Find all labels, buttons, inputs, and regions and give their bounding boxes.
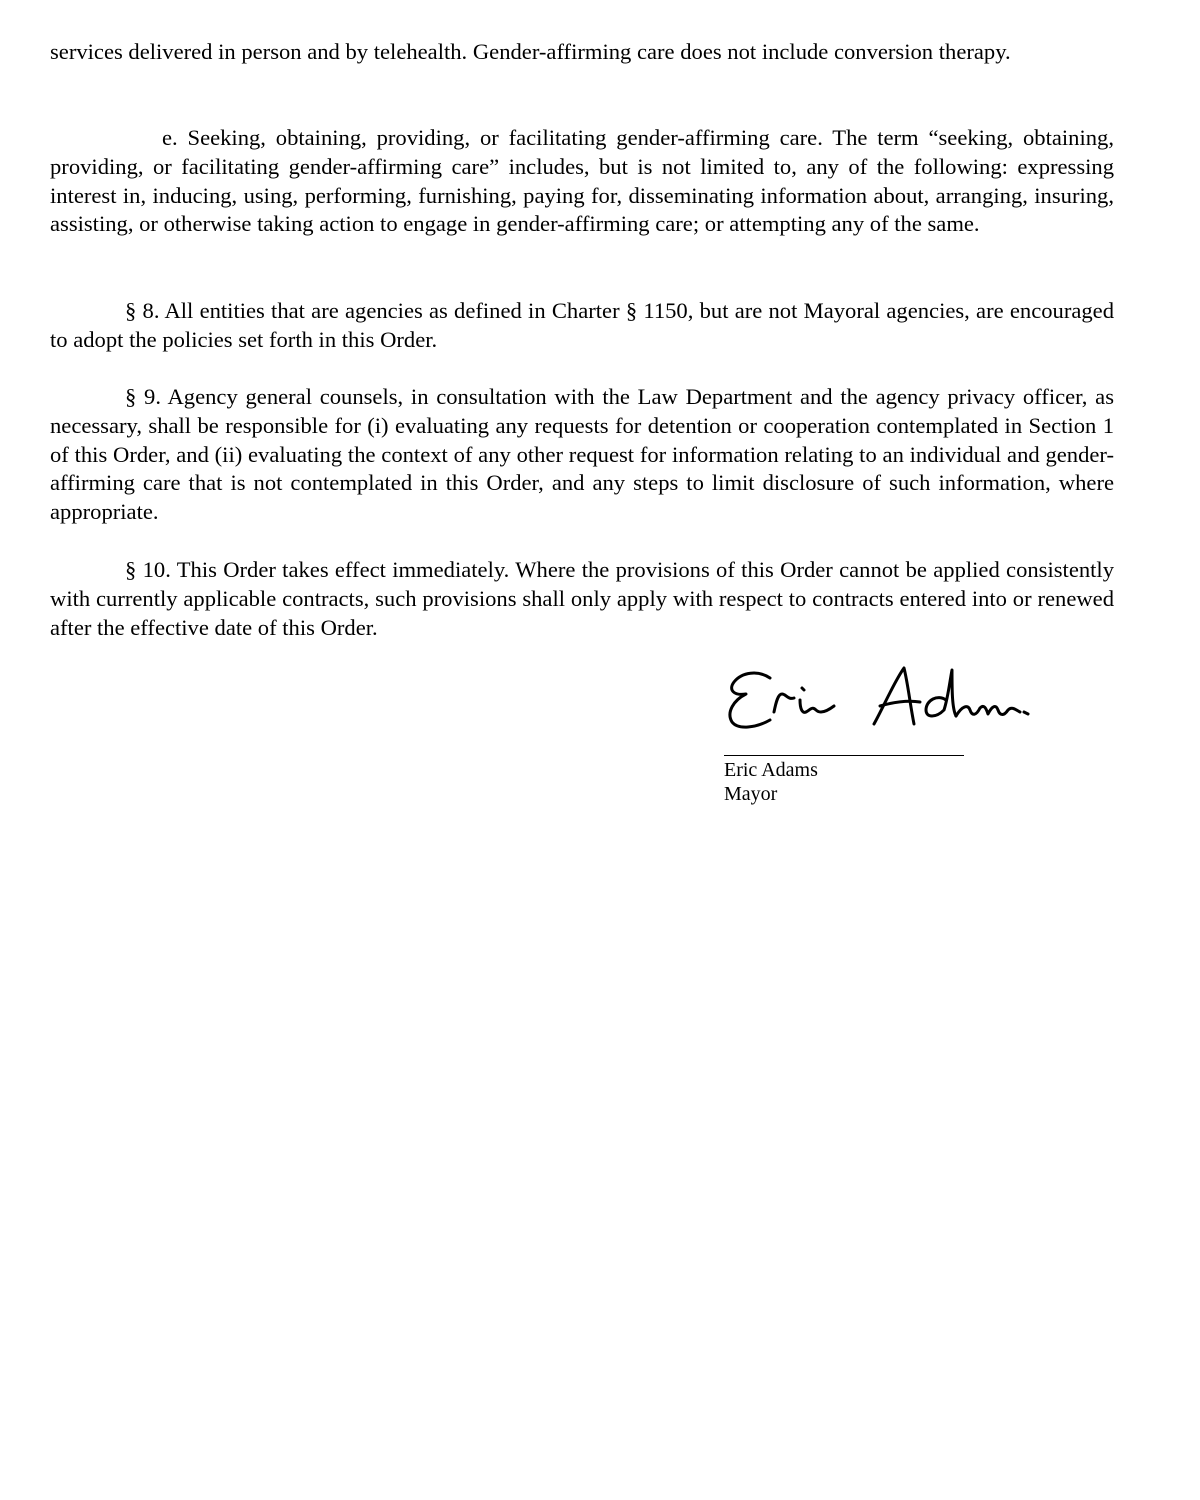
paragraph-continuation: services delivered in person and by telehealth. Gender-affirming care does not include conversion therapy. [50, 39, 1011, 64]
paragraph-section-10: § 10. This Order takes effect immediately. Where the provisions of this Order cannot be applied consistently with currently applicable contracts, such provisions shall only apply with respect to contracts entered into or renewed after the effective date of this Order. [50, 557, 1114, 640]
paragraph-section-9: § 9. Agency general counsels, in consultation with the Law Department and the agency privacy officer, as necessary, shall be responsible for (i) evaluating any requests for detention or cooperation contemplated in Section 1 of this Order, and (ii) evaluating the context of any other request for information relating to an individual and gender-affirming care that is not contemplated in this Order, and any steps to limit disclosure of such information, where appropriate. [50, 384, 1114, 525]
handwritten-signature [724, 660, 1036, 744]
paragraph-item-e: e. Seeking, obtaining, providing, or facilitating gender-affirming care. The term “seeking, obtaining, providing, or facilitating gender-affirming care” includes, but is not limited to, any of the following: expressing interest in, inducing, using, performing, furnishing, paying for, disseminating information about, arranging, insuring, assisting, or otherwise taking action to engage in gender-affirming care; or attempting any of the same. [50, 125, 1114, 237]
paragraph-section-8: § 8. All entities that are agencies as defined in Charter § 1150, but are not Mayoral agencies, are encouraged to adopt the policies set forth in this Order. [50, 298, 1114, 352]
signer-title: Mayor [724, 783, 778, 805]
signature-block [724, 660, 1044, 820]
signer-name: Eric Adams [724, 759, 818, 781]
signature-line [724, 755, 964, 756]
